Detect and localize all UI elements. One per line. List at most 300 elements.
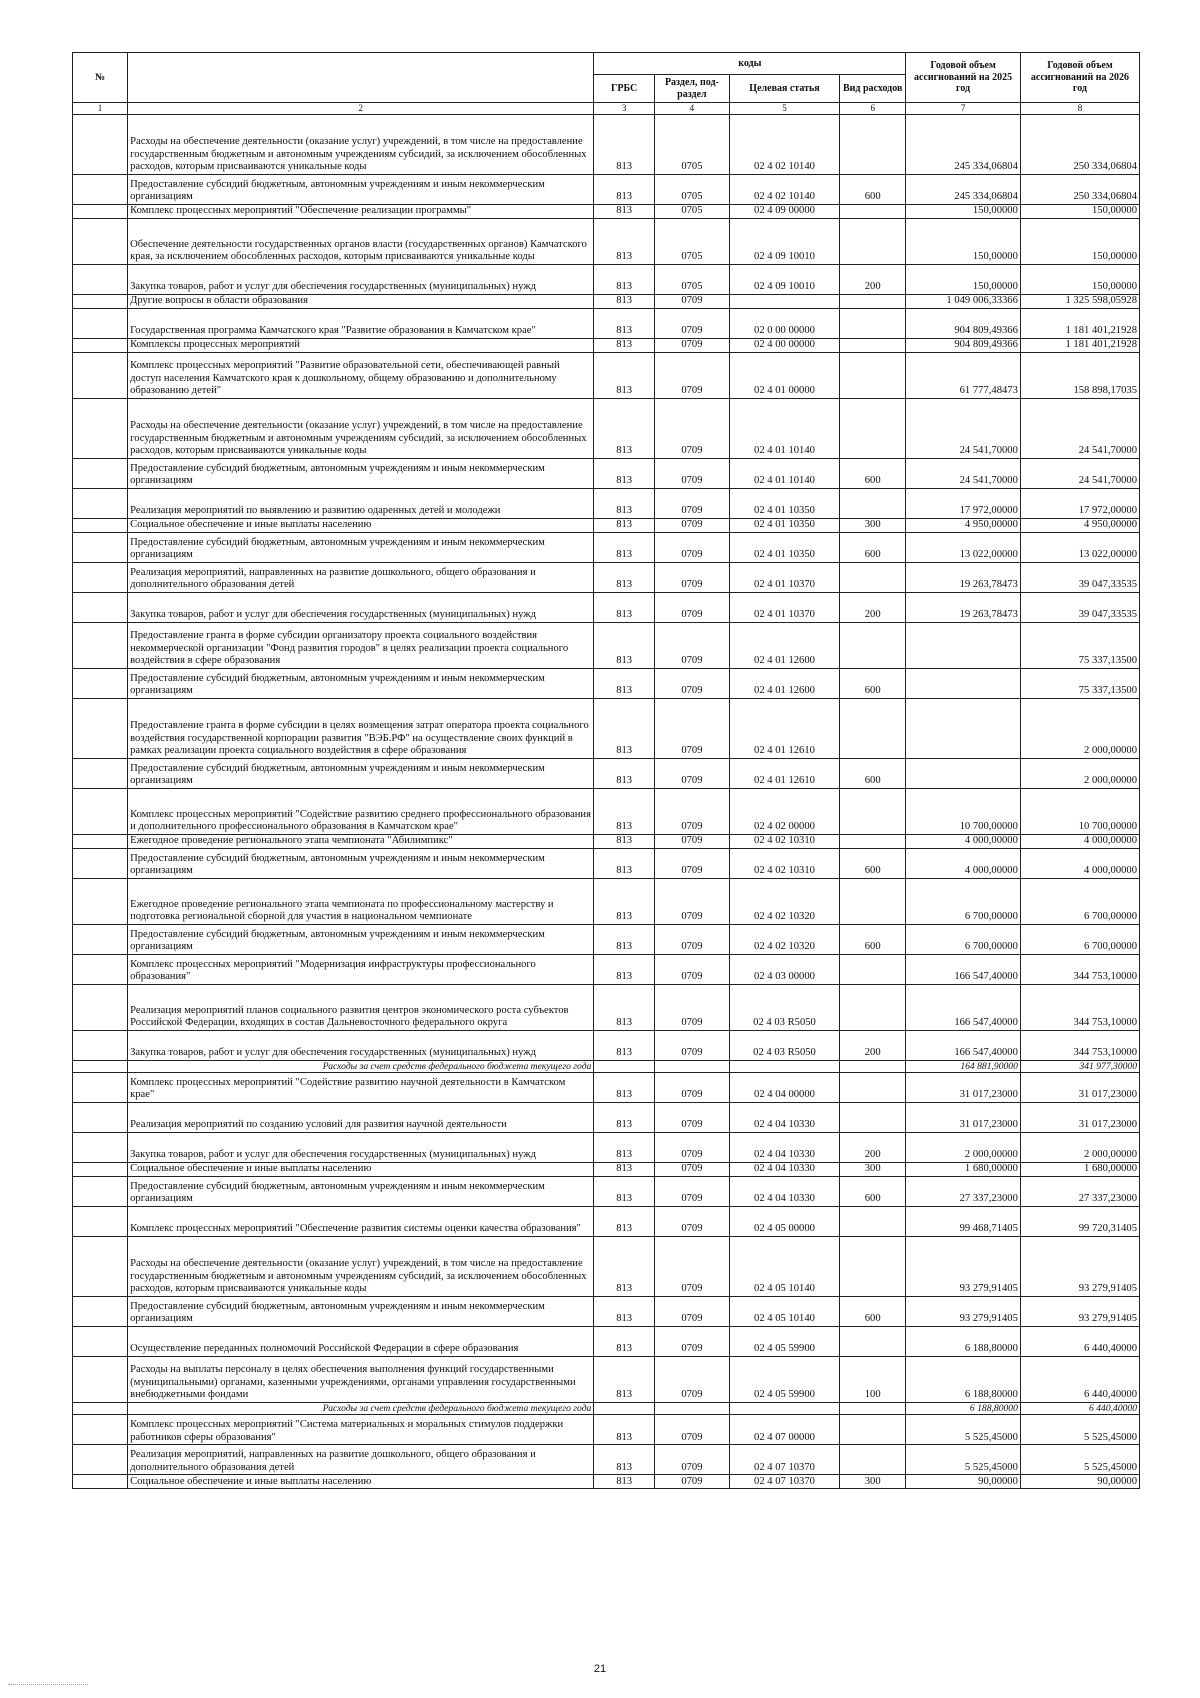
row-amount-2025: 5 525,45000 <box>906 1445 1021 1475</box>
table-row <box>73 622 1140 668</box>
row-section: 0709 <box>654 1162 729 1176</box>
col-index: 2 <box>128 103 594 115</box>
row-section: 0709 <box>654 668 729 698</box>
row-amount-2026: 250 334,06804 <box>1020 174 1139 204</box>
table-row <box>73 1162 1140 1176</box>
table-row <box>73 1326 1140 1356</box>
row-amount-2026: 2 000,00000 <box>1020 698 1139 758</box>
row-name: Предоставление субсидий бюджетным, автономным учреждениям и иным некоммерческим организациям <box>128 758 594 788</box>
row-target: 02 4 05 59900 <box>729 1326 839 1356</box>
row-grbs: 813 <box>594 622 655 668</box>
row-number <box>73 1475 128 1489</box>
row-amount-2025: 17 972,00000 <box>906 488 1021 518</box>
row-expense-type <box>840 984 906 1030</box>
row-grbs: 813 <box>594 174 655 204</box>
row-amount-2025 <box>906 698 1021 758</box>
row-amount-2026: 24 541,70000 <box>1020 398 1139 458</box>
row-amount-2026: 341 977,30000 <box>1020 1060 1139 1072</box>
table-row <box>73 458 1140 488</box>
row-number <box>73 1356 128 1402</box>
row-name: Предоставление гранта в форме субсидии в целях возмещения затрат оператора проекта социального воздействия государственной корпорации развития "ВЭБ.РФ" на осуществление своих функций в рамках реализации проекта социального воздействия в сфере образования <box>128 698 594 758</box>
row-target: 02 4 01 10370 <box>729 562 839 592</box>
row-section: 0709 <box>654 308 729 338</box>
row-target <box>729 294 839 308</box>
row-name: Закупка товаров, работ и услуг для обеспечения государственных (муниципальных) нужд <box>128 264 594 294</box>
row-name: Ежегодное проведение регионального этапа чемпионата по профессиональному мастерству и подготовка региональной сборной для участия в национальном чемпионате <box>128 878 594 924</box>
row-amount-2026: 27 337,23000 <box>1020 1176 1139 1206</box>
row-amount-2025: 61 777,48473 <box>906 352 1021 398</box>
row-number <box>73 352 128 398</box>
row-name: Расходы на обеспечение деятельности (оказание услуг) учреждений, в том числе на предоставление государственным бюджетным и автономным учреждениям субсидий, за исключением обособленных расходов, которым присваиваются уникальные коды <box>128 114 594 174</box>
row-amount-2026: 90,00000 <box>1020 1475 1139 1489</box>
row-amount-2026: 5 525,45000 <box>1020 1415 1139 1445</box>
row-number <box>73 1102 128 1132</box>
row-amount-2026: 24 541,70000 <box>1020 458 1139 488</box>
row-number <box>73 592 128 622</box>
row-number <box>73 698 128 758</box>
row-section: 0705 <box>654 204 729 218</box>
row-name: Предоставление субсидий бюджетным, автономным учреждениям и иным некоммерческим организациям <box>128 532 594 562</box>
row-target: 02 4 01 10350 <box>729 488 839 518</box>
row-amount-2025: 904 809,49366 <box>906 338 1021 352</box>
row-target: 02 4 09 10010 <box>729 218 839 264</box>
row-grbs: 813 <box>594 668 655 698</box>
row-amount-2026: 99 720,31405 <box>1020 1206 1139 1236</box>
row-target: 02 4 04 00000 <box>729 1072 839 1102</box>
row-name: Реализация мероприятий, направленных на развитие дошкольного, общего образования и дополнительного образования детей <box>128 1445 594 1475</box>
row-number <box>73 518 128 532</box>
row-target: 02 4 01 10350 <box>729 518 839 532</box>
row-expense-type <box>840 562 906 592</box>
row-target: 02 4 02 10320 <box>729 878 839 924</box>
table-row <box>73 1445 1140 1475</box>
row-amount-2026: 1 680,00000 <box>1020 1162 1139 1176</box>
row-section: 0709 <box>654 1206 729 1236</box>
row-target: 02 4 04 10330 <box>729 1162 839 1176</box>
row-target: 02 4 03 R5050 <box>729 1030 839 1060</box>
scan-edge-mark <box>8 1684 88 1685</box>
row-amount-2025: 4 000,00000 <box>906 834 1021 848</box>
row-amount-2025: 13 022,00000 <box>906 532 1021 562</box>
row-number <box>73 308 128 338</box>
row-amount-2025: 6 700,00000 <box>906 878 1021 924</box>
row-section: 0705 <box>654 218 729 264</box>
table-row <box>73 668 1140 698</box>
row-number <box>73 1132 128 1162</box>
budget-sheet <box>72 52 1140 1489</box>
table-row <box>73 488 1140 518</box>
row-section: 0709 <box>654 622 729 668</box>
table-row <box>73 218 1140 264</box>
row-name: Комплекс процессных мероприятий "Развитие образовательной сети, обеспечивающей равный доступ населения Камчатского края к дошкольному, общему образованию и дополнительному образованию детей" <box>128 352 594 398</box>
row-name: Социальное обеспечение и иные выплаты населению <box>128 518 594 532</box>
row-grbs: 813 <box>594 458 655 488</box>
row-grbs: 813 <box>594 532 655 562</box>
row-section: 0709 <box>654 1326 729 1356</box>
row-name: Социальное обеспечение и иные выплаты населению <box>128 1475 594 1489</box>
row-grbs: 813 <box>594 1236 655 1296</box>
row-amount-2026: 93 279,91405 <box>1020 1236 1139 1296</box>
row-expense-type <box>840 878 906 924</box>
row-amount-2026: 4 000,00000 <box>1020 834 1139 848</box>
row-grbs: 813 <box>594 488 655 518</box>
row-name: Реализация мероприятий по выявлению и развитию одаренных детей и молодежи <box>128 488 594 518</box>
row-grbs: 813 <box>594 1132 655 1162</box>
row-section: 0709 <box>654 562 729 592</box>
row-number <box>73 1162 128 1176</box>
row-name: Комплекс процессных мероприятий "Содействие развитию среднего профессионального образования и дополнительного профессионального образования в Камчатском крае" <box>128 788 594 834</box>
row-amount-2025 <box>906 622 1021 668</box>
table-row <box>73 352 1140 398</box>
row-section: 0709 <box>654 758 729 788</box>
row-target: 02 4 02 10310 <box>729 848 839 878</box>
row-amount-2026: 344 753,10000 <box>1020 954 1139 984</box>
row-amount-2025: 19 263,78473 <box>906 562 1021 592</box>
row-amount-2025: 99 468,71405 <box>906 1206 1021 1236</box>
table-row <box>73 1102 1140 1132</box>
table-row <box>73 834 1140 848</box>
col-index: 5 <box>729 103 839 115</box>
row-grbs: 813 <box>594 352 655 398</box>
row-name: Закупка товаров, работ и услуг для обеспечения государственных (муниципальных) нужд <box>128 592 594 622</box>
table-row <box>73 204 1140 218</box>
row-grbs: 813 <box>594 1356 655 1402</box>
row-grbs: 813 <box>594 294 655 308</box>
row-target: 02 4 05 00000 <box>729 1206 839 1236</box>
row-expense-type <box>840 308 906 338</box>
row-amount-2025: 150,00000 <box>906 218 1021 264</box>
row-name: Осуществление переданных полномочий Российской Федерации в сфере образования <box>128 1326 594 1356</box>
row-name: Реализация мероприятий планов социального развития центров экономического роста субъектов Российской Федерации, входящих в состав Дальневосточного федерального округа <box>128 984 594 1030</box>
row-number <box>73 1415 128 1445</box>
row-amount-2025 <box>906 758 1021 788</box>
row-expense-type: 600 <box>840 532 906 562</box>
table-row <box>73 518 1140 532</box>
row-expense-type <box>840 788 906 834</box>
row-target: 02 4 07 10370 <box>729 1475 839 1489</box>
col-index: 3 <box>594 103 655 115</box>
row-number <box>73 562 128 592</box>
row-section: 0709 <box>654 294 729 308</box>
row-section: 0709 <box>654 1030 729 1060</box>
row-amount-2025: 164 881,90000 <box>906 1060 1021 1072</box>
row-amount-2026: 2 000,00000 <box>1020 758 1139 788</box>
row-expense-type <box>840 488 906 518</box>
row-target: 02 4 01 10370 <box>729 592 839 622</box>
row-number <box>73 1296 128 1326</box>
row-grbs: 813 <box>594 1415 655 1445</box>
row-expense-type: 300 <box>840 1162 906 1176</box>
row-name: Предоставление субсидий бюджетным, автономным учреждениям и иным некоммерческим организациям <box>128 668 594 698</box>
row-number <box>73 1236 128 1296</box>
row-name: Реализация мероприятий по созданию условий для развития научной деятельности <box>128 1102 594 1132</box>
header-section: Раздел, под-раздел <box>654 75 729 103</box>
row-expense-type <box>840 352 906 398</box>
row-amount-2025: 150,00000 <box>906 264 1021 294</box>
row-target: 02 4 09 00000 <box>729 204 839 218</box>
row-expense-type <box>840 698 906 758</box>
row-name: Расходы за счет средств федерального бюджета текущего года <box>128 1060 594 1072</box>
budget-table <box>72 52 1140 1489</box>
row-number <box>73 924 128 954</box>
row-grbs: 813 <box>594 308 655 338</box>
row-number <box>73 294 128 308</box>
row-expense-type: 600 <box>840 458 906 488</box>
row-target: 02 4 01 10140 <box>729 398 839 458</box>
row-section: 0709 <box>654 1132 729 1162</box>
row-name: Комплексы процессных мероприятий <box>128 338 594 352</box>
row-amount-2026: 5 525,45000 <box>1020 1445 1139 1475</box>
row-number <box>73 622 128 668</box>
row-amount-2026: 75 337,13500 <box>1020 668 1139 698</box>
table-row <box>73 788 1140 834</box>
row-number <box>73 1326 128 1356</box>
row-expense-type: 100 <box>840 1356 906 1402</box>
row-amount-2026: 10 700,00000 <box>1020 788 1139 834</box>
row-section: 0709 <box>654 1072 729 1102</box>
row-amount-2026: 6 440,40000 <box>1020 1356 1139 1402</box>
row-target: 02 4 01 12600 <box>729 668 839 698</box>
row-number <box>73 788 128 834</box>
table-row <box>73 338 1140 352</box>
row-target: 02 4 01 00000 <box>729 352 839 398</box>
row-name: Комплекс процессных мероприятий "Система материальных и моральных стимулов поддержки работников сферы образования" <box>128 1415 594 1445</box>
row-amount-2026: 6 440,40000 <box>1020 1402 1139 1414</box>
row-target: 02 4 02 10320 <box>729 924 839 954</box>
row-expense-type <box>840 1445 906 1475</box>
page-number: 21 <box>593 1663 607 1675</box>
row-expense-type <box>840 218 906 264</box>
row-target: 02 4 07 10370 <box>729 1445 839 1475</box>
row-grbs: 813 <box>594 984 655 1030</box>
header-name <box>128 53 594 103</box>
table-row <box>73 1415 1140 1445</box>
table-row <box>73 758 1140 788</box>
row-target: 02 4 01 10350 <box>729 532 839 562</box>
row-target: 02 4 00 00000 <box>729 338 839 352</box>
row-expense-type <box>840 204 906 218</box>
row-amount-2025: 24 541,70000 <box>906 458 1021 488</box>
row-section: 0709 <box>654 488 729 518</box>
table-row <box>73 114 1140 174</box>
row-number <box>73 984 128 1030</box>
row-amount-2025: 5 525,45000 <box>906 1415 1021 1445</box>
row-expense-type <box>840 398 906 458</box>
row-name: Обеспечение деятельности государственных органов власти (государственных органов) Камчатского края, за исключением обособленных расходов, которым присваиваются уникальные коды <box>128 218 594 264</box>
row-section: 0709 <box>654 848 729 878</box>
row-expense-type <box>840 1415 906 1445</box>
row-target: 02 4 01 12600 <box>729 622 839 668</box>
row-target: 02 4 02 10140 <box>729 114 839 174</box>
row-number <box>73 398 128 458</box>
row-grbs: 813 <box>594 518 655 532</box>
row-section: 0705 <box>654 174 729 204</box>
row-amount-2026: 344 753,10000 <box>1020 1030 1139 1060</box>
row-target: 02 4 04 10330 <box>729 1176 839 1206</box>
table-row <box>73 698 1140 758</box>
col-index: 8 <box>1020 103 1139 115</box>
row-expense-type: 600 <box>840 848 906 878</box>
row-target: 02 4 07 00000 <box>729 1415 839 1445</box>
row-amount-2025: 166 547,40000 <box>906 954 1021 984</box>
row-grbs <box>594 1402 655 1414</box>
row-section: 0709 <box>654 924 729 954</box>
row-grbs: 813 <box>594 562 655 592</box>
row-section: 0709 <box>654 954 729 984</box>
row-amount-2026: 250 334,06804 <box>1020 114 1139 174</box>
table-row <box>73 1030 1140 1060</box>
row-amount-2025: 245 334,06804 <box>906 174 1021 204</box>
row-number <box>73 114 128 174</box>
table-row <box>73 264 1140 294</box>
row-amount-2026: 4 950,00000 <box>1020 518 1139 532</box>
row-expense-type: 600 <box>840 668 906 698</box>
row-grbs: 813 <box>594 264 655 294</box>
row-section: 0709 <box>654 1415 729 1445</box>
row-amount-2025: 6 188,80000 <box>906 1356 1021 1402</box>
row-grbs: 813 <box>594 1072 655 1102</box>
row-grbs: 813 <box>594 698 655 758</box>
row-name: Предоставление гранта в форме субсидии организатору проекта социального воздействия некоммерческой организации "Фонд развития городов" в целях реализации проекта социального воздействия в сфере образования <box>128 622 594 668</box>
table-row <box>73 1132 1140 1162</box>
row-amount-2026: 13 022,00000 <box>1020 532 1139 562</box>
row-target: 02 4 05 10140 <box>729 1296 839 1326</box>
row-section: 0709 <box>654 1356 729 1402</box>
row-name: Закупка товаров, работ и услуг для обеспечения государственных (муниципальных) нужд <box>128 1030 594 1060</box>
column-index-row <box>73 103 1140 115</box>
row-section: 0709 <box>654 1102 729 1132</box>
table-body <box>73 114 1140 1489</box>
row-amount-2025: 904 809,49366 <box>906 308 1021 338</box>
row-name: Закупка товаров, работ и услуг для обеспечения государственных (муниципальных) нужд <box>128 1132 594 1162</box>
row-number <box>73 488 128 518</box>
row-name: Другие вопросы в области образования <box>128 294 594 308</box>
row-amount-2025: 245 334,06804 <box>906 114 1021 174</box>
row-name: Комплекс процессных мероприятий "Модернизация инфраструктуры профессионального образования" <box>128 954 594 984</box>
row-amount-2026: 344 753,10000 <box>1020 984 1139 1030</box>
row-amount-2026: 1 325 598,05928 <box>1020 294 1139 308</box>
row-number <box>73 954 128 984</box>
row-number <box>73 532 128 562</box>
table-row <box>73 1296 1140 1326</box>
table-row <box>73 1206 1140 1236</box>
table-row <box>73 592 1140 622</box>
row-name: Предоставление субсидий бюджетным, автономным учреждениям и иным некоммерческим организациям <box>128 1296 594 1326</box>
row-grbs: 813 <box>594 1326 655 1356</box>
row-amount-2025: 2 000,00000 <box>906 1132 1021 1162</box>
row-amount-2026: 6 700,00000 <box>1020 878 1139 924</box>
row-section: 0705 <box>654 264 729 294</box>
row-number <box>73 204 128 218</box>
row-name: Предоставление субсидий бюджетным, автономным учреждениям и иным некоммерческим организациям <box>128 458 594 488</box>
row-amount-2025: 6 700,00000 <box>906 924 1021 954</box>
table-row <box>73 174 1140 204</box>
row-expense-type: 200 <box>840 264 906 294</box>
row-expense-type: 600 <box>840 1296 906 1326</box>
row-grbs: 813 <box>594 114 655 174</box>
row-section: 0709 <box>654 1296 729 1326</box>
row-grbs: 813 <box>594 1102 655 1132</box>
row-grbs: 813 <box>594 592 655 622</box>
row-expense-type: 600 <box>840 174 906 204</box>
row-expense-type: 600 <box>840 924 906 954</box>
row-expense-type <box>840 1236 906 1296</box>
row-section: 0709 <box>654 878 729 924</box>
row-amount-2025: 166 547,40000 <box>906 984 1021 1030</box>
row-expense-type <box>840 1060 906 1072</box>
row-section: 0709 <box>654 1475 729 1489</box>
row-expense-type <box>840 1206 906 1236</box>
row-target: 02 4 02 10310 <box>729 834 839 848</box>
row-grbs: 813 <box>594 1030 655 1060</box>
row-grbs: 813 <box>594 218 655 264</box>
row-grbs: 813 <box>594 204 655 218</box>
table-row <box>73 1072 1140 1102</box>
row-amount-2025: 4 000,00000 <box>906 848 1021 878</box>
col-index: 7 <box>906 103 1021 115</box>
row-amount-2026: 31 017,23000 <box>1020 1102 1139 1132</box>
table-row <box>73 848 1140 878</box>
row-name: Расходы на обеспечение деятельности (оказание услуг) учреждений, в том числе на предоставление государственным бюджетным и автономным учреждениям субсидий, за исключением обособленных расходов, которым присваиваются уникальные коды <box>128 1236 594 1296</box>
row-amount-2026: 4 000,00000 <box>1020 848 1139 878</box>
row-target: 02 4 05 10140 <box>729 1236 839 1296</box>
row-section: 0709 <box>654 1236 729 1296</box>
table-row <box>73 562 1140 592</box>
row-section: 0709 <box>654 398 729 458</box>
row-expense-type <box>840 294 906 308</box>
row-amount-2025: 166 547,40000 <box>906 1030 1021 1060</box>
row-grbs: 813 <box>594 1176 655 1206</box>
row-target: 02 4 02 10140 <box>729 174 839 204</box>
row-expense-type <box>840 114 906 174</box>
row-amount-2025: 6 188,80000 <box>906 1326 1021 1356</box>
row-target <box>729 1060 839 1072</box>
row-expense-type: 600 <box>840 1176 906 1206</box>
table-row <box>73 1176 1140 1206</box>
row-target: 02 4 01 12610 <box>729 698 839 758</box>
row-section: 0709 <box>654 352 729 398</box>
row-target: 02 4 01 10140 <box>729 458 839 488</box>
table-row <box>73 308 1140 338</box>
row-number <box>73 758 128 788</box>
row-section: 0709 <box>654 592 729 622</box>
row-expense-type <box>840 622 906 668</box>
row-number <box>73 1060 128 1072</box>
header-no: № <box>73 53 128 103</box>
row-amount-2025: 31 017,23000 <box>906 1072 1021 1102</box>
row-amount-2026: 6 440,40000 <box>1020 1326 1139 1356</box>
row-section: 0709 <box>654 532 729 562</box>
row-amount-2025: 27 337,23000 <box>906 1176 1021 1206</box>
row-amount-2025: 6 188,80000 <box>906 1402 1021 1414</box>
table-row <box>73 878 1140 924</box>
row-name: Комплекс процессных мероприятий "Обеспечение реализации программы" <box>128 204 594 218</box>
federal-budget-note-row <box>73 1402 1140 1414</box>
table-row <box>73 398 1140 458</box>
row-grbs: 813 <box>594 1162 655 1176</box>
row-grbs: 813 <box>594 1475 655 1489</box>
row-target <box>729 1402 839 1414</box>
row-target: 02 4 05 59900 <box>729 1356 839 1402</box>
row-name: Расходы на обеспечение деятельности (оказание услуг) учреждений, в том числе на предоставление государственным бюджетным и автономным учреждениям субсидий, за исключением обособленных расходов, которым присваиваются уникальные коды <box>128 398 594 458</box>
row-grbs: 813 <box>594 758 655 788</box>
row-section: 0709 <box>654 458 729 488</box>
row-amount-2026: 6 700,00000 <box>1020 924 1139 954</box>
row-target: 02 4 04 10330 <box>729 1132 839 1162</box>
header-expense-type: Вид расходов <box>840 75 906 103</box>
table-row <box>73 1236 1140 1296</box>
row-amount-2026: 93 279,91405 <box>1020 1296 1139 1326</box>
